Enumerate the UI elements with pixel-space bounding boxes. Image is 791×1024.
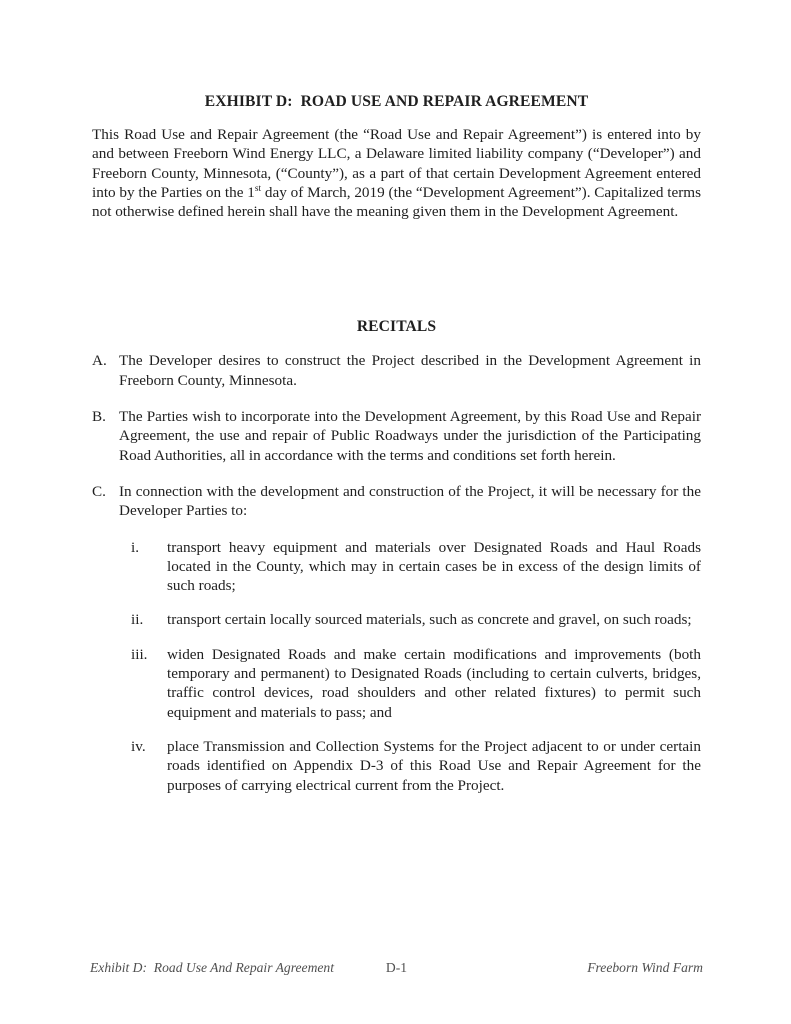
recital-text-c: In connection with the development and construction of the Project, it will be necessary for the Developer Parties to:	[119, 482, 701, 520]
sub-item-i	[131, 538, 701, 596]
footer-project-name: Freeborn Wind Farm	[587, 960, 703, 975]
sub-item-text-ii: transport certain locally sourced materials, such as concrete and gravel, on such roads;	[167, 611, 692, 629]
intro-paragraph	[92, 125, 701, 221]
document-title: EXHIBIT D: ROAD USE AND REPAIR AGREEMENT	[204, 93, 589, 110]
sub-item-iv	[131, 737, 701, 795]
sub-item-ii	[131, 610, 701, 629]
sub-item-label-ii: ii.	[131, 611, 144, 629]
recital-item-b	[92, 407, 701, 465]
footer-document-name: Exhibit D: Road Use And Repair Agreement	[90, 960, 335, 975]
recital-text-a: The Developer desires to construct the Project described in the Development Agreement in Freeborn County, Minnesota.	[119, 352, 701, 389]
sub-item-label-iii: iii.	[131, 645, 148, 663]
recital-label-c: C.	[92, 482, 106, 500]
footer-page-number: D-1	[385, 960, 408, 975]
sub-item-text-iii: widen Designated Roads and make certain modifications and improvements (both temporary and permanent) to Designated Roads (including to certain culverts, bridges, traffic control devices, road shoulders and other related fixtures) to permit such equipment and materials to pass; and	[167, 645, 701, 721]
ordinal-superscript: st	[254, 183, 262, 194]
sub-item-label-iv: iv.	[131, 737, 146, 755]
recital-label-b: B.	[92, 408, 106, 426]
recital-c-sub-list	[131, 538, 701, 795]
intro-text-before-superscript: This Road Use and Repair Agreement (the “Road Use and Repair Agreement”) is entered into by and between Freeborn Wind Energy LLC, a Delaware limited liability company (“Developer”) and Freeborn County, Minnesota, (“County”), as a part of that certain Development Agreement entered into by the Parties on the 1	[92, 126, 701, 201]
sub-item-label-i: i.	[131, 538, 140, 556]
sub-item-text-i: transport heavy equipment and materials over Designated Roads and Haul Roads located in the County, which may in certain cases be in excess of the design limits of such roads;	[167, 538, 701, 595]
sub-item-iii	[131, 645, 701, 722]
recital-label-a: A.	[92, 352, 107, 370]
recital-item-a	[92, 351, 701, 390]
document-content	[92, 0, 701, 810]
recital-item-c	[92, 482, 701, 521]
intro-text-after-superscript: day of March, 2019 (the “Development Agreement”). Capitalized terms not otherwise defined herein shall have the meaning given them in the Development Agreement.	[92, 183, 702, 221]
recitals-heading: RECITALS	[356, 318, 437, 336]
recital-text-b: The Parties wish to incorporate into the Development Agreement, by this Road Use and Repair Agreement, the use and repair of Public Roadways under the jurisdiction of the Participating Road Authorities, all in accordance with the terms and conditions set forth herein.	[119, 408, 701, 464]
sub-item-text-iv: place Transmission and Collection Systems for the Project adjacent to or under certain roads identified on Appendix D-3 of this Road Use and Repair Agreement for the purposes of carrying electrical current from the Project.	[167, 737, 701, 794]
page-footer	[90, 960, 703, 976]
